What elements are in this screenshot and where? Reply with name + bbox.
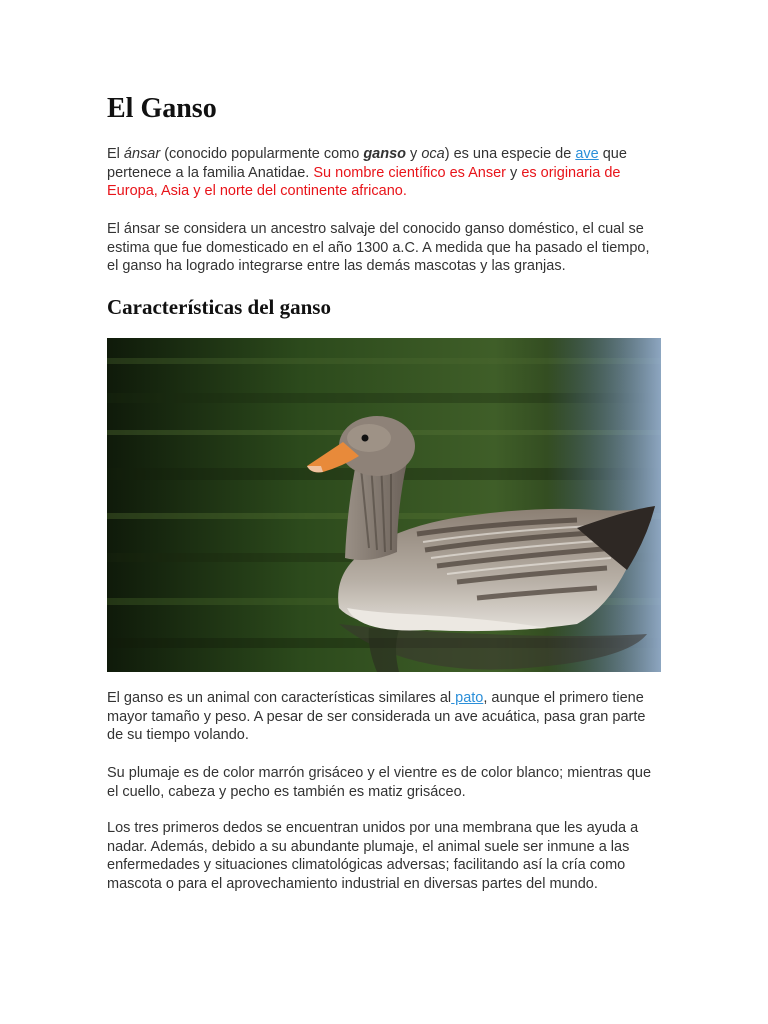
feet-paragraph: Los tres primeros dedos se encuentran unidos por una membrana que les ayuda a nadar. Además, debido a su abundante plumaje, el animal suele ser inmune a las enfermedades y situaciones climatológicas adversas; facilitando así la cría como mascota o para el aprovechamiento industrial en diversas partes del mundo. xyxy=(107,820,639,892)
ansar-term: ánsar xyxy=(123,146,161,162)
intro-paragraph: El ánsar (conocido popularmente como ganso y oca) es una especie de ave que pertenece a la familia Anatidae. Su nombre científico es Anser y es originaria de Europa, Asia y el norte del continente africano. xyxy=(107,146,627,200)
scientific-name-highlight: Su nombre científico es Anser xyxy=(313,164,506,181)
origin-highlight: es originaria de Europa, Asia y el norte del continente africano. xyxy=(107,164,621,200)
history-paragraph: El ánsar se considera un ancestro salvaje del conocido ganso doméstico, el cual se estima que fue domesticado en el año 1300 a.C. A medida que ha pasado el tiempo, el ganso ha logrado integrarse entre las demás mascotas y las granjas. xyxy=(107,221,650,275)
goose-photo xyxy=(107,338,661,672)
link-pato[interactable]: pato xyxy=(451,690,484,706)
link-ave[interactable]: ave xyxy=(575,146,599,162)
oca-term: oca xyxy=(421,146,445,162)
comparison-paragraph: El ganso es un animal con características similares al pato, aunque el primero tiene mayor tamaño y peso. A pesar de ser considerada un ave acuática, pasa gran parte de su tiempo volando. xyxy=(107,690,646,744)
ganso-term: ganso xyxy=(363,146,407,162)
page-title: El Ganso xyxy=(107,93,217,124)
plumage-paragraph: Su plumaje es de color marrón grisáceo y el vientre es de color blanco; mientras que el cuello, cabeza y pecho es también es matiz grisáceo. xyxy=(107,765,652,800)
section-title: Características del ganso xyxy=(107,295,331,319)
